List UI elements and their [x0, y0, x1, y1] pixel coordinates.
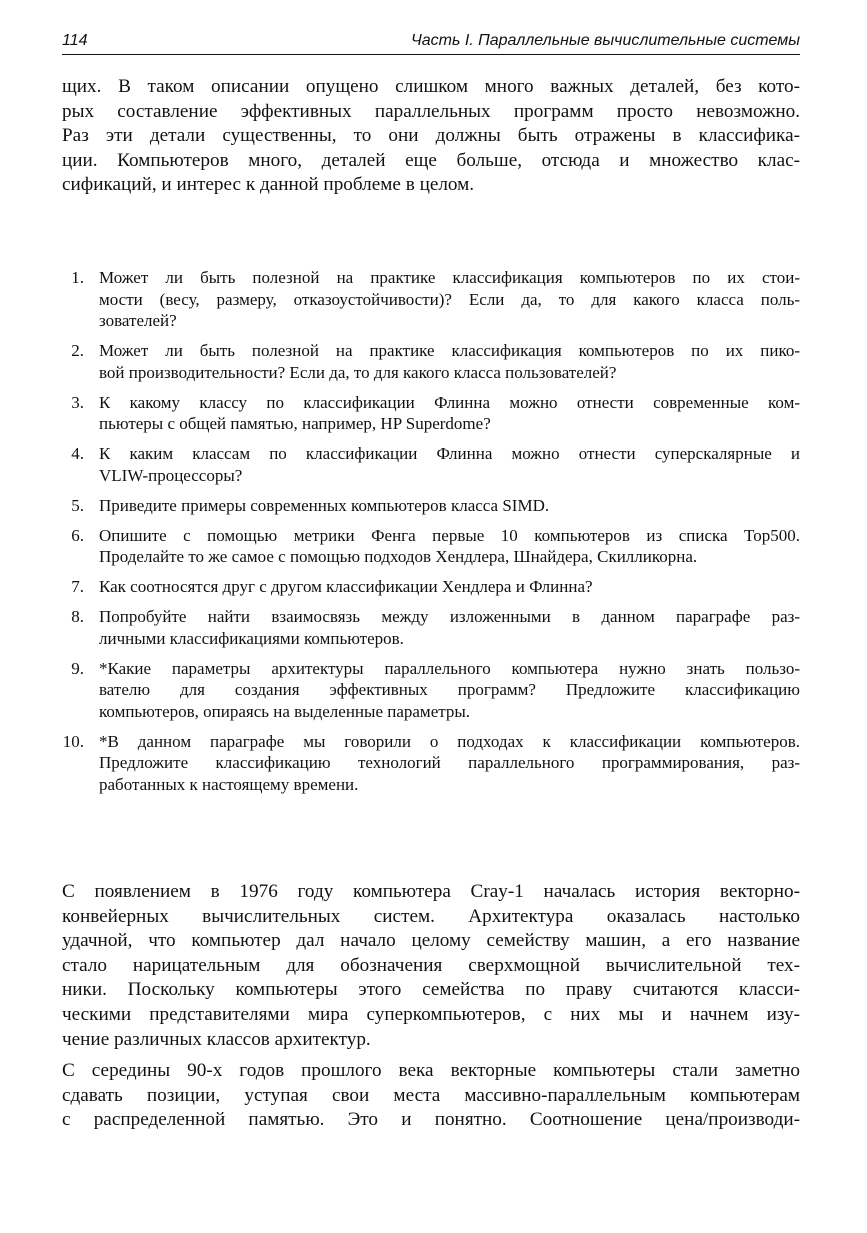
- text-line: VLIW-процессоры?: [99, 465, 243, 485]
- text-line: ции. Компьютеров много, деталей еще больше, отсюда и множество клас-: [62, 149, 800, 171]
- text-line: рых составление эффективных параллельных программ просто невозможно.: [62, 100, 800, 122]
- text-line: Как соотносятся друг с другом классификации Хендлера и Флинна?: [99, 577, 593, 596]
- question-number: 8.: [71, 607, 84, 626]
- questions-list: [62, 267, 800, 804]
- intro-paragraph: [62, 75, 800, 198]
- body-paragraph: [62, 1059, 800, 1133]
- question-number: 6.: [71, 525, 84, 545]
- question-item: [62, 392, 800, 435]
- question-item: [62, 525, 800, 568]
- text-line: К какому классу по классификации Флинна можно отнести современные ком-: [99, 392, 800, 412]
- question-item: [62, 443, 800, 486]
- question-number: 5.: [71, 495, 84, 515]
- text-line: С появлением в 1976 году компьютера Cray-1 началась история векторно-: [62, 881, 800, 902]
- question-item: [62, 495, 800, 517]
- question-number: 4.: [71, 444, 84, 463]
- text-line: *В данном параграфе мы говорили о подходах к классификации компьютеров.: [99, 731, 800, 751]
- text-line: К каким классам по классификации Флинна можно отнести суперскалярные и: [99, 444, 800, 463]
- question-number: 1.: [71, 268, 84, 287]
- text-line: стало нарицательным для обозначения сверхмощной вычислительной тех-: [62, 954, 800, 976]
- text-line: Опишите с помощью метрики Фенга первые 10 компьютеров из списка Top500.: [99, 525, 800, 545]
- text-line: щих. В таком описании опущено слишком много важных деталей, без кото-: [62, 76, 800, 97]
- text-line: конвейерных вычислительных систем. Архитектура оказалась настолько: [62, 905, 800, 927]
- question-number: 2.: [71, 341, 84, 360]
- text-line: вателю для создания эффективных программ? Предложите классификацию: [99, 680, 800, 699]
- text-line: пьютеры с общей памятью, например, HP Superdome?: [99, 414, 491, 433]
- question-number: 9.: [71, 658, 84, 678]
- question-item: [62, 606, 800, 649]
- text-line: сификаций, и интерес к данной проблеме в целом.: [62, 174, 475, 196]
- text-line: Раз эти детали существенны, то они должны быть отражены в классифика-: [62, 125, 800, 147]
- text-line: вой производительности? Если да, то для какого класса пользователей?: [99, 362, 617, 382]
- text-line: работанных к настоящему времени.: [99, 774, 359, 794]
- text-line: компьютеров, опираясь на выделенные параметры.: [99, 701, 471, 721]
- text-line: Может ли быть полезной на практике классификация компьютеров по их стои-: [99, 268, 800, 287]
- text-line: мости (весу, размеру, отказоустойчивости)? Если да, то для какого класса поль-: [99, 289, 800, 309]
- page-number: 114: [62, 32, 88, 49]
- question-item: [62, 576, 800, 598]
- question-number: 7.: [71, 577, 84, 596]
- text-line: ческими представителями мира суперкомпьютеров, с них мы и начнем изу-: [62, 1003, 800, 1025]
- running-title: Часть I. Параллельные вычислительные системы: [410, 32, 800, 49]
- question-item: [62, 340, 800, 383]
- text-line: Может ли быть полезной на практике классификация компьютеров по их пико-: [99, 341, 800, 360]
- text-line: Проделайте то же самое с помощью подходов Хендлера, Шнайдера, Скилликорна.: [99, 547, 698, 566]
- text-line: Приведите примеры современных компьютеров класса SIMD.: [99, 495, 550, 515]
- text-line: Попробуйте найти взаимосвязь между изложенными в данном параграфе раз-: [99, 607, 800, 626]
- text-line: ники. Поскольку компьютеры этого семейства по праву считаются класси-: [62, 979, 800, 1001]
- text-line: сдавать позиции, уступая свои места массивно-параллельным компьютерам: [62, 1084, 800, 1106]
- page-header: [62, 30, 800, 55]
- body-paragraph: [62, 880, 800, 1052]
- text-line: С середины 90-х годов прошлого века векторные компьютеры стали заметно: [62, 1060, 800, 1081]
- text-line: с распределенной памятью. Это и понятно. Соотношение цена/производи-: [62, 1109, 800, 1131]
- text-line: зователей?: [99, 311, 177, 330]
- text-line: *Какие параметры архитектуры параллельного компьютера нужно знать пользо-: [99, 658, 800, 678]
- text-line: Предложите классификацию технологий параллельного программирования, раз-: [99, 753, 800, 772]
- question-number: 10.: [62, 731, 84, 751]
- question-number: 3.: [71, 392, 84, 412]
- question-item: [62, 731, 800, 796]
- question-item: [62, 267, 800, 332]
- text-line: удачной, что компьютер дал начало целому семейству машин, а его название: [62, 930, 800, 952]
- question-item: [62, 658, 800, 723]
- text-line: личными классификациями компьютеров.: [99, 628, 404, 648]
- text-line: чение различных классов архитектур.: [62, 1028, 371, 1050]
